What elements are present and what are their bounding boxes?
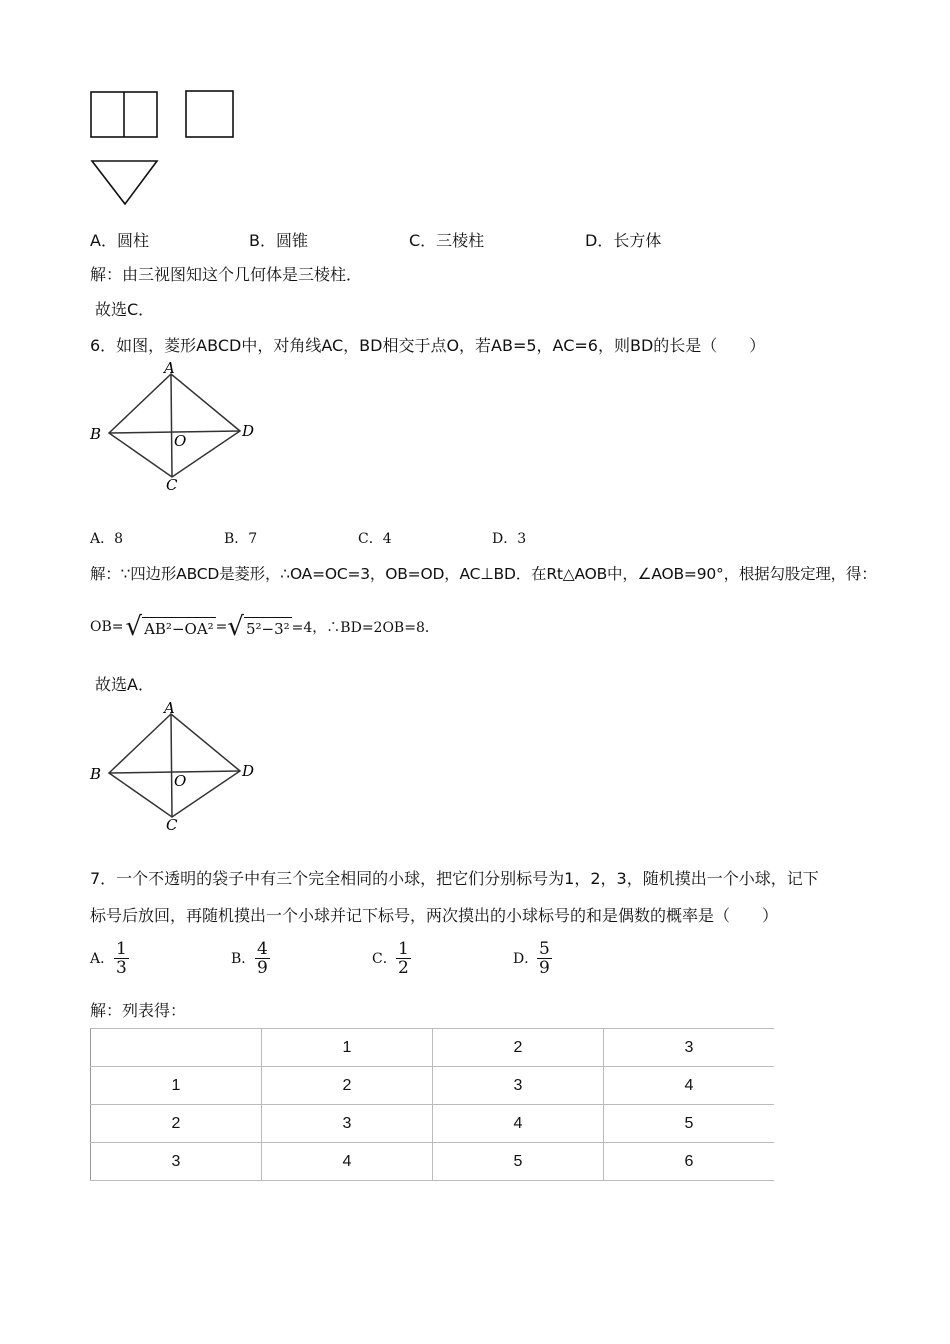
q5-option-d: D．长方体 bbox=[585, 231, 662, 250]
table-cell: 1 bbox=[262, 1029, 433, 1067]
q6-question: 6．如图，菱形ABCD中，对角线AC，BD相交于点O，若AB=5，AC=6，则BD的长是（ ） bbox=[90, 336, 766, 355]
q6-option-b: B．7 bbox=[224, 531, 258, 547]
table-cell: 4 bbox=[604, 1067, 775, 1105]
q5-option-a: A．圆柱 bbox=[90, 231, 149, 250]
q7-solution: 解：列表得： bbox=[90, 1001, 187, 1020]
table-cell: 5 bbox=[604, 1105, 775, 1143]
table-cell: 4 bbox=[433, 1105, 604, 1143]
rhombus-figure-solution bbox=[86, 700, 261, 835]
q6-solution-line1: 解：∵四边形ABCD是菱形，∴OA=OC=3，OB=OD，AC⊥BD．在Rt△AOB中，∠AOB=90°，根据勾股定理，得： bbox=[90, 565, 877, 583]
q7-option-d-fraction: $\frac{5}{9}$ bbox=[539, 939, 550, 978]
radicand-1: AB²−OA² bbox=[142, 617, 216, 638]
table-cell: 3 bbox=[433, 1067, 604, 1105]
table-cell: 4 bbox=[262, 1143, 433, 1181]
vertex-label-b: B bbox=[90, 425, 102, 443]
table-cell: 2 bbox=[91, 1105, 262, 1143]
table-row bbox=[91, 1105, 775, 1143]
q5-option-b: B．圆锥 bbox=[249, 231, 308, 250]
side-view-rect bbox=[186, 91, 233, 137]
rhombus-outline bbox=[109, 374, 240, 477]
vertex-label-o: O bbox=[174, 432, 187, 450]
vertex-label-c: C bbox=[166, 816, 178, 834]
q7-option-d-label: D． bbox=[513, 951, 539, 967]
table-cell: 2 bbox=[433, 1029, 604, 1067]
radicand-2: 5²−3² bbox=[244, 617, 292, 638]
table-row bbox=[91, 1067, 775, 1105]
table-cell bbox=[91, 1029, 262, 1067]
table-cell: 2 bbox=[262, 1067, 433, 1105]
q6-answer: 故选A． bbox=[95, 675, 154, 694]
sum-table bbox=[90, 1028, 774, 1181]
formula-suffix: =4，∴BD=2OB=8． bbox=[291, 620, 439, 636]
q7-option-c-label: C． bbox=[372, 951, 397, 967]
q7-question-line1: 7．一个不透明的袋子中有三个完全相同的小球，把它们分别标号为1，2，3，随机摸出一个小球，记下 bbox=[90, 869, 819, 888]
table-cell: 1 bbox=[91, 1067, 262, 1105]
diagonal-ac bbox=[171, 714, 172, 817]
q6-formula bbox=[90, 612, 439, 642]
diagonal-ac bbox=[171, 374, 172, 477]
table-row bbox=[91, 1143, 775, 1181]
radical-sign-1: √ bbox=[125, 612, 143, 642]
q7-option-c-fraction: $\frac{1}{2}$ bbox=[398, 939, 409, 978]
table-cell: 3 bbox=[604, 1029, 775, 1067]
q7-option-b-label: B． bbox=[231, 951, 256, 967]
q7-question-line2: 标号后放回，再随机摸出一个小球并记下标号，两次摸出的小球标号的和是偶数的概率是（ ） bbox=[90, 906, 779, 925]
q7-option-a-fraction: $\frac{1}{3}$ bbox=[116, 939, 127, 978]
q6-option-a: A．8 bbox=[90, 531, 124, 547]
table-cell: 6 bbox=[604, 1143, 775, 1181]
vertex-label-o: O bbox=[174, 772, 187, 790]
table-row bbox=[91, 1029, 775, 1067]
vertex-label-d: D bbox=[242, 762, 255, 780]
rhombus-figure bbox=[86, 360, 261, 495]
top-view-triangle bbox=[92, 161, 157, 204]
radical-sign-2: √ bbox=[227, 612, 244, 642]
q7-option-a-label: A． bbox=[90, 951, 115, 967]
q6-option-d: D．3 bbox=[492, 531, 527, 547]
vertex-label-a: A bbox=[164, 360, 175, 377]
table-cell: 3 bbox=[262, 1105, 433, 1143]
table-cell: 3 bbox=[91, 1143, 262, 1181]
three-view-figure bbox=[88, 88, 238, 210]
q7-option-b-fraction: $\frac{4}{9}$ bbox=[257, 939, 268, 978]
vertex-label-c: C bbox=[166, 476, 178, 494]
table-cell: 5 bbox=[433, 1143, 604, 1181]
q5-option-c: C．三棱柱 bbox=[409, 231, 485, 250]
q5-answer: 故选C． bbox=[95, 300, 155, 319]
vertex-label-a: A bbox=[164, 700, 175, 717]
rhombus-outline bbox=[109, 714, 240, 817]
q5-solution: 解：由三视图知这个几何体是三棱柱． bbox=[90, 265, 363, 284]
vertex-label-b: B bbox=[90, 765, 102, 783]
q6-option-c: C．4 bbox=[358, 531, 392, 547]
vertex-label-d: D bbox=[242, 422, 255, 440]
formula-eq: = bbox=[215, 619, 228, 635]
formula-prefix: OB= bbox=[90, 619, 124, 635]
